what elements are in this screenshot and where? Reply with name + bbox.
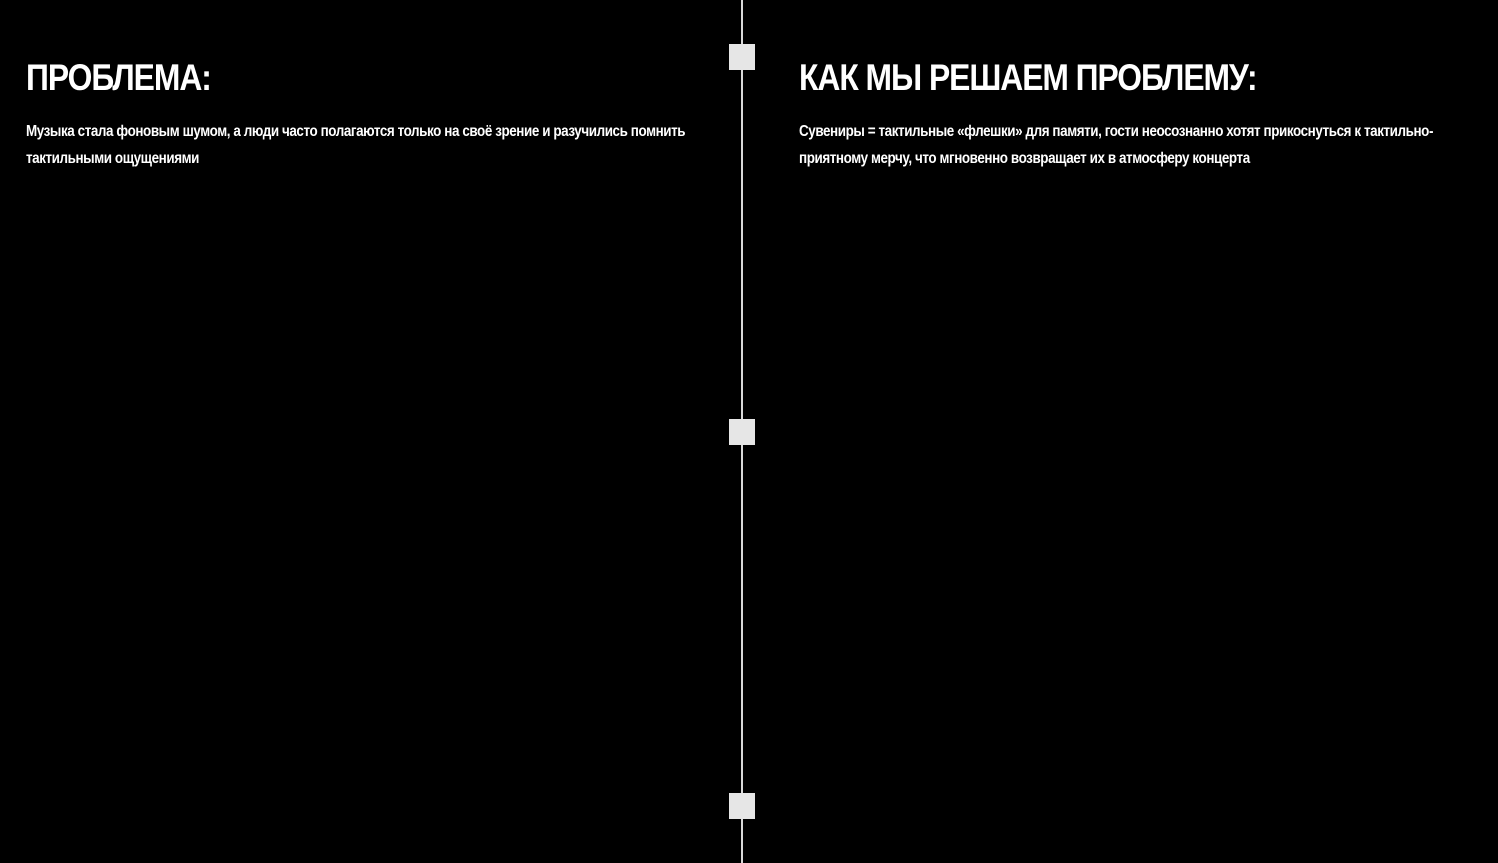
divider-marker-top [729,44,755,70]
divider-marker-middle [729,419,755,445]
problem-text: Музыка стала фоновым шумом, а люди часто полагаются только на своё зрение и разучились помнить тактильными ощущениями [26,123,686,167]
solution-heading: КАК МЫ РЕШАЕМ ПРОБЛЕМУ: [799,57,1257,98]
solution-text: Сувениры = тактильные «флешки» для памяти, гости неосознанно хотят прикоснуться к тактильно-приятному мерчу, что мгновенно возвращает их в атмосферу концерта [799,123,1434,167]
divider-marker-bottom [729,793,755,819]
problem-heading: ПРОБЛЕМА: [26,57,211,98]
